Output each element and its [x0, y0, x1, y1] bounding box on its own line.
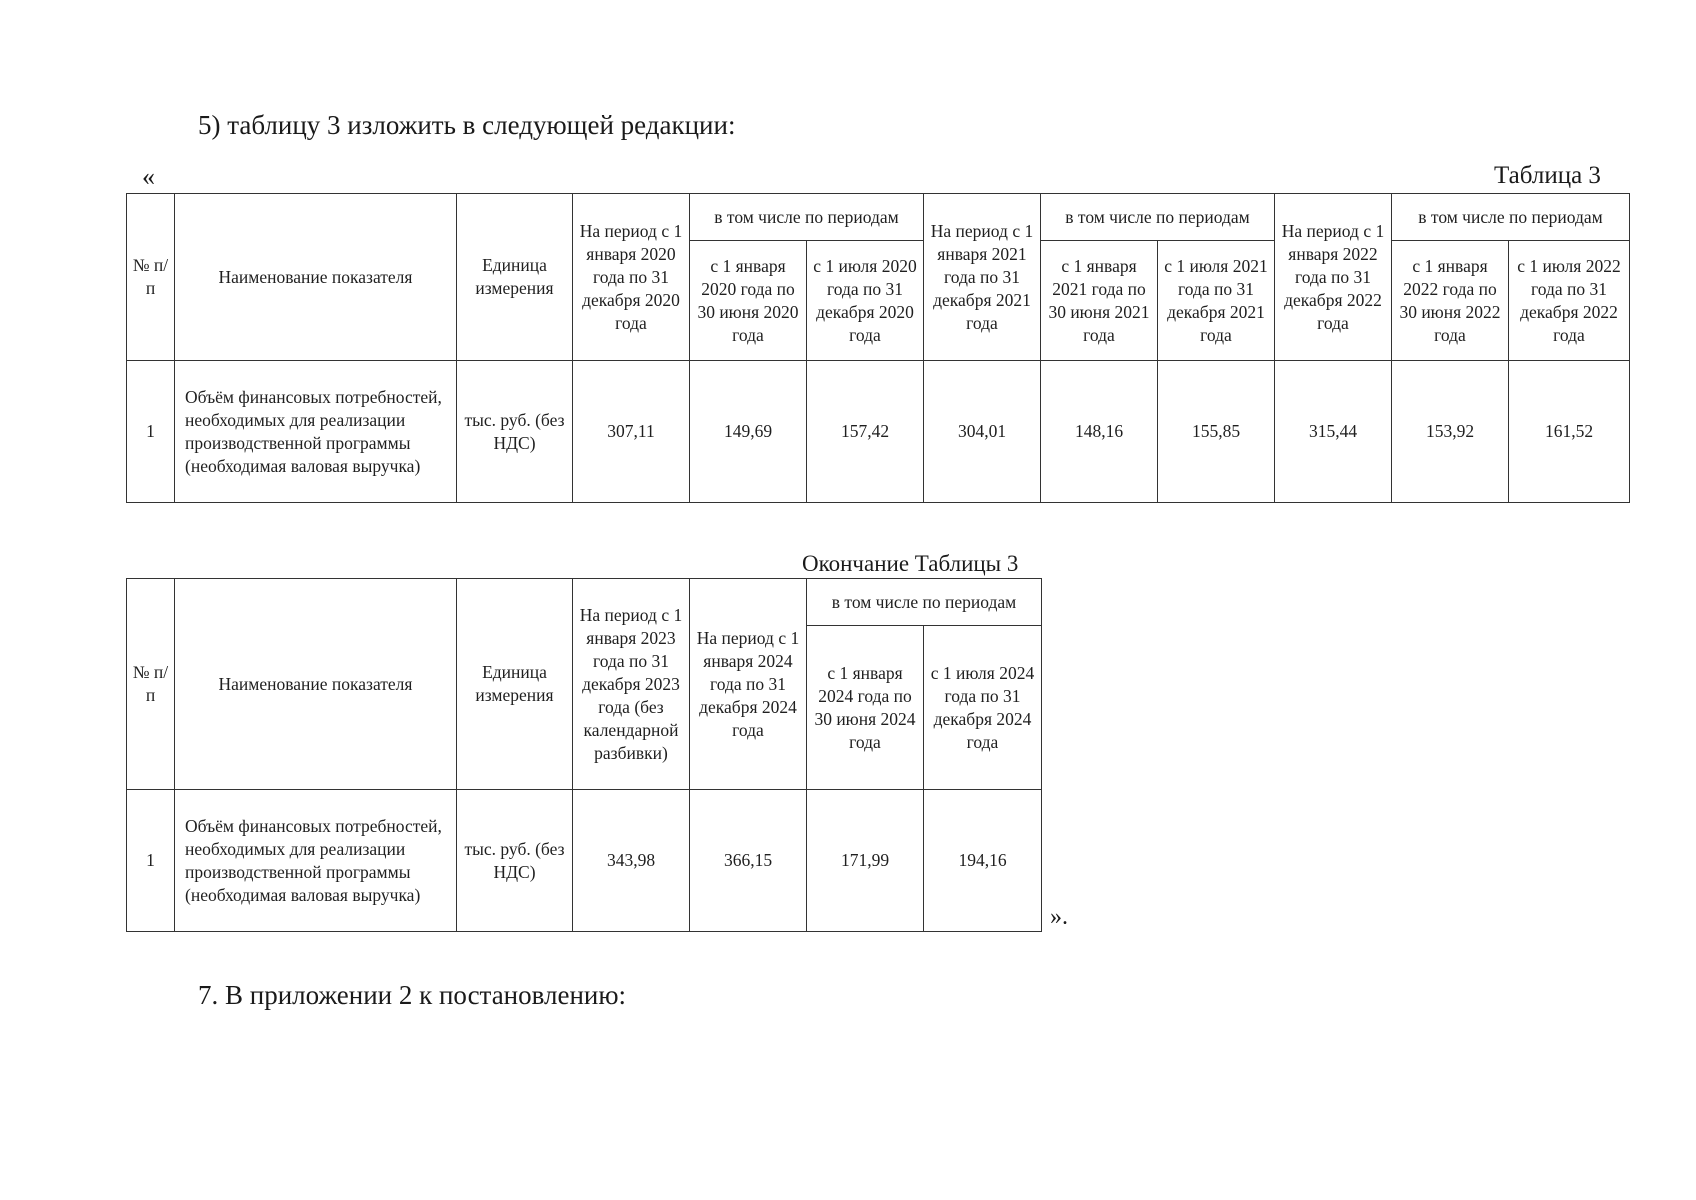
header-h2-2022: с 1 июля 2022 года по 31 декабря 2022 года	[1509, 241, 1630, 361]
value-2021: 304,01	[924, 361, 1041, 503]
paragraph-item-5: 5) таблицу 3 изложить в следующей редакции:	[198, 110, 736, 140]
table-header-row	[127, 579, 1042, 626]
table-3	[126, 193, 1630, 503]
value-2023: 343,98	[573, 790, 690, 932]
table-3-end	[126, 578, 1042, 932]
header-num: № п/п	[127, 579, 175, 790]
value-h1-2024: 171,99	[807, 790, 924, 932]
header-unit: Единица измерения	[457, 194, 573, 361]
header-group-2020: в том числе по периодам	[690, 194, 924, 241]
value-h1-2021: 148,16	[1041, 361, 1158, 503]
table-row	[127, 361, 1630, 503]
header-group-2021: в том числе по периодам	[1041, 194, 1275, 241]
header-period-2023: На период с 1 января 2023 года по 31 декабря 2023 года (без календарной разбивки)	[573, 579, 690, 790]
table-3-caption: Таблица 3	[1494, 162, 1601, 189]
value-h2-2021: 155,85	[1158, 361, 1275, 503]
header-h1-2020: с 1 января 2020 года по 30 июня 2020 года	[690, 241, 807, 361]
header-group-2024: в том числе по периодам	[807, 579, 1042, 626]
header-h2-2024: с 1 июля 2024 года по 31 декабря 2024 года	[924, 626, 1042, 790]
header-period-2022: На период с 1 января 2022 года по 31 декабря 2022 года	[1275, 194, 1392, 361]
header-group-2022: в том числе по периодам	[1392, 194, 1630, 241]
table-header-row	[127, 194, 1630, 241]
row-unit: тыс. руб. (без НДС)	[457, 790, 573, 932]
header-h2-2021: с 1 июля 2021 года по 31 декабря 2021 года	[1158, 241, 1275, 361]
value-h2-2024: 194,16	[924, 790, 1042, 932]
header-unit: Единица измерения	[457, 579, 573, 790]
value-2024: 366,15	[690, 790, 807, 932]
table-3-end-caption: Окончание Таблицы 3	[802, 551, 1019, 576]
header-h1-2024: с 1 января 2024 года по 30 июня 2024 года	[807, 626, 924, 790]
row-unit: тыс. руб. (без НДС)	[457, 361, 573, 503]
value-h2-2022: 161,52	[1509, 361, 1630, 503]
row-num: 1	[127, 790, 175, 932]
value-2020: 307,11	[573, 361, 690, 503]
value-2022: 315,44	[1275, 361, 1392, 503]
header-h2-2020: с 1 июля 2020 года по 31 декабря 2020 года	[807, 241, 924, 361]
header-name: Наименование показателя	[175, 194, 457, 361]
header-h1-2021: с 1 января 2021 года по 30 июня 2021 года	[1041, 241, 1158, 361]
row-name: Объём финансовых потребностей, необходимых для реализации производственной программы (необходимая валовая выручка)	[175, 790, 457, 932]
row-num: 1	[127, 361, 175, 503]
close-quote: ».	[1050, 904, 1068, 930]
table-row	[127, 790, 1042, 932]
paragraph-item-7: 7. В приложении 2 к постановлению:	[198, 980, 627, 1010]
header-name: Наименование показателя	[175, 579, 457, 790]
header-period-2024: На период с 1 января 2024 года по 31 декабря 2024 года	[690, 579, 807, 790]
value-h1-2020: 149,69	[690, 361, 807, 503]
header-h1-2022: с 1 января 2022 года по 30 июня 2022 года	[1392, 241, 1509, 361]
header-period-2020: На период с 1 января 2020 года по 31 декабря 2020 года	[573, 194, 690, 361]
open-quote: «	[142, 162, 155, 191]
row-name: Объём финансовых потребностей, необходимых для реализации производственной программы (необходимая валовая выручка)	[175, 361, 457, 503]
value-h2-2020: 157,42	[807, 361, 924, 503]
header-period-2021: На период с 1 января 2021 года по 31 декабря 2021 года	[924, 194, 1041, 361]
header-num: № п/п	[127, 194, 175, 361]
value-h1-2022: 153,92	[1392, 361, 1509, 503]
